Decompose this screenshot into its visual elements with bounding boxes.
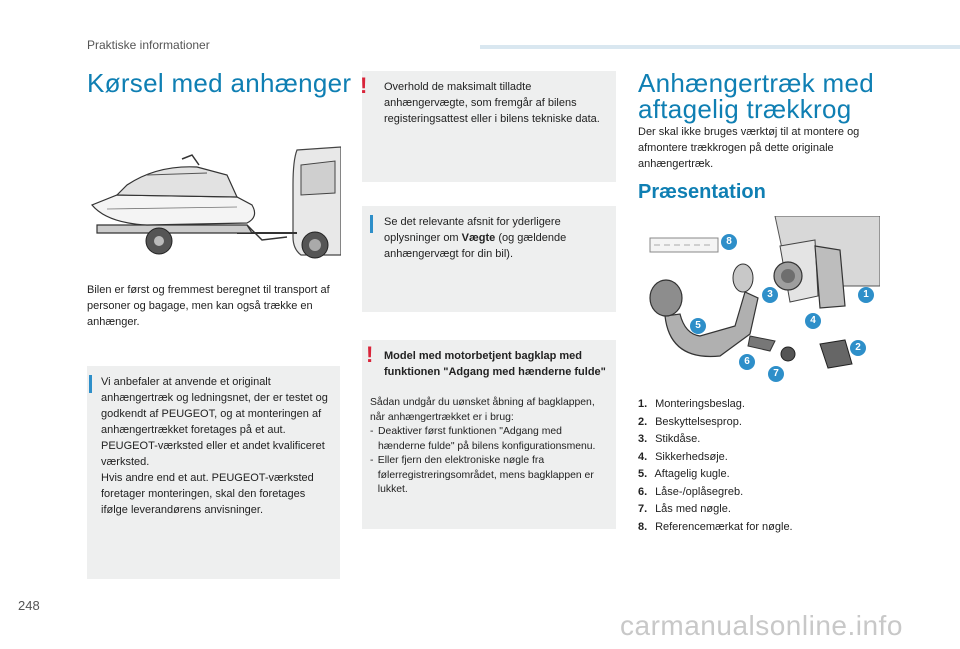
list-item: 6. Låse-/oplåsegreb. bbox=[638, 485, 744, 498]
info-box-weights bbox=[362, 206, 616, 312]
list-item: 2. Beskyttelsesprop. bbox=[638, 415, 742, 428]
right-title bbox=[638, 70, 874, 122]
right-title-line2: aftagelig trækkrog bbox=[638, 94, 852, 124]
info2-text bbox=[384, 214, 606, 262]
list-item: 7. Lås med nøgle. bbox=[638, 503, 731, 515]
callout-badge-1: 1 bbox=[858, 287, 874, 303]
callout-badge-4: 4 bbox=[805, 313, 821, 329]
callout-badge-5: 5 bbox=[690, 318, 706, 334]
legend-list bbox=[638, 396, 878, 536]
page-number: 248 bbox=[18, 598, 40, 613]
callout-badge-7: 7 bbox=[768, 366, 784, 382]
warning3-content bbox=[384, 348, 606, 380]
watermark: carmanualsonline.info bbox=[620, 610, 903, 641]
info-box-text: Vi anbefaler at anvende et originalt anhængertræk og ledningsnet, der er testet og godkendt af PEUGEOT, og at monteringen af anhængertrækket foretages på et aut. PEUGEOT-værksted eller et andet kvalificeret værksted. Hvis andre end et aut. PEUGEOT-værksted foretager monteringen, skal den foretages ifølge leverandørens anvisninger. bbox=[101, 376, 328, 516]
info2-post: (og gældende anhængervægt for din bil). bbox=[384, 232, 567, 260]
trailer-illustration bbox=[87, 145, 341, 263]
warning-box-tailgate bbox=[362, 340, 616, 529]
warning-icon: ! bbox=[366, 342, 374, 367]
warning3-item-text: Deaktiver først funktionen "Adgang med hænderne fulde" på bilens konfigurationsmenu. bbox=[378, 426, 596, 452]
info-marker-icon bbox=[89, 375, 92, 393]
list-item: 5. Aftagelig kugle. bbox=[638, 468, 730, 480]
header-bar bbox=[480, 45, 960, 49]
warning3-item-text: Eller fjern den elektroniske nøgle fra følerregistreringsområdet, mens bagklappen er lukket. bbox=[377, 455, 594, 495]
callout-badge-6: 6 bbox=[739, 354, 755, 370]
warning3-item bbox=[370, 454, 610, 498]
bullet-dash: - bbox=[370, 455, 374, 466]
right-title-line1: Anhængertræk med bbox=[638, 68, 875, 98]
bullet-dash: - bbox=[370, 426, 374, 437]
list-item: 3. Stikdåse. bbox=[638, 433, 701, 445]
list-item: 4. Sikkerhedsøje. bbox=[638, 450, 728, 463]
left-title: Kørsel med anhænger bbox=[87, 68, 352, 98]
info2-bold: Vægte bbox=[461, 232, 496, 244]
presentation-heading: Præsentation bbox=[638, 181, 766, 203]
info-box-origin bbox=[87, 366, 340, 579]
towbar-illustration bbox=[640, 216, 880, 386]
list-item: 1. Monteringsbeslag. bbox=[638, 398, 745, 410]
warning3-item bbox=[370, 425, 610, 454]
warning-icon: ! bbox=[360, 73, 368, 98]
warning-box-weights bbox=[362, 71, 616, 182]
warning3-body bbox=[370, 396, 610, 498]
callout-badge-2: 2 bbox=[850, 340, 866, 356]
warning3-title: Model med motorbetjent bagklap med funktionen "Adgang med hænderne fulde" bbox=[384, 350, 606, 378]
right-intro: Der skal ikke bruges værktøj til at montere og afmontere trækkrogen på dette originale anhængertræk. bbox=[638, 126, 860, 170]
info-marker-icon bbox=[370, 215, 373, 233]
section-label: Praktiske informationer bbox=[87, 38, 210, 52]
info2-pre: Se det relevante afsnit for yderligere oplysninger om bbox=[384, 216, 561, 244]
callout-badge-8: 8 bbox=[721, 234, 737, 250]
left-intro: Bilen er først og fremmest beregnet til transport af personer og bagage, men kan også trække en anhænger. bbox=[87, 284, 330, 328]
warning1-text: Overhold de maksimalt tilladte anhængervægte, som fremgår af bilens registeringsattest eller i bilens tekniske data. bbox=[384, 81, 600, 125]
warning3-intro: Sådan undgår du uønsket åbning af bagklappen, når anhængertrækket er i brug: bbox=[370, 397, 595, 423]
callout-badge-3: 3 bbox=[762, 287, 778, 303]
list-item: 8. Referencemærkat for nøgle. bbox=[638, 520, 793, 533]
